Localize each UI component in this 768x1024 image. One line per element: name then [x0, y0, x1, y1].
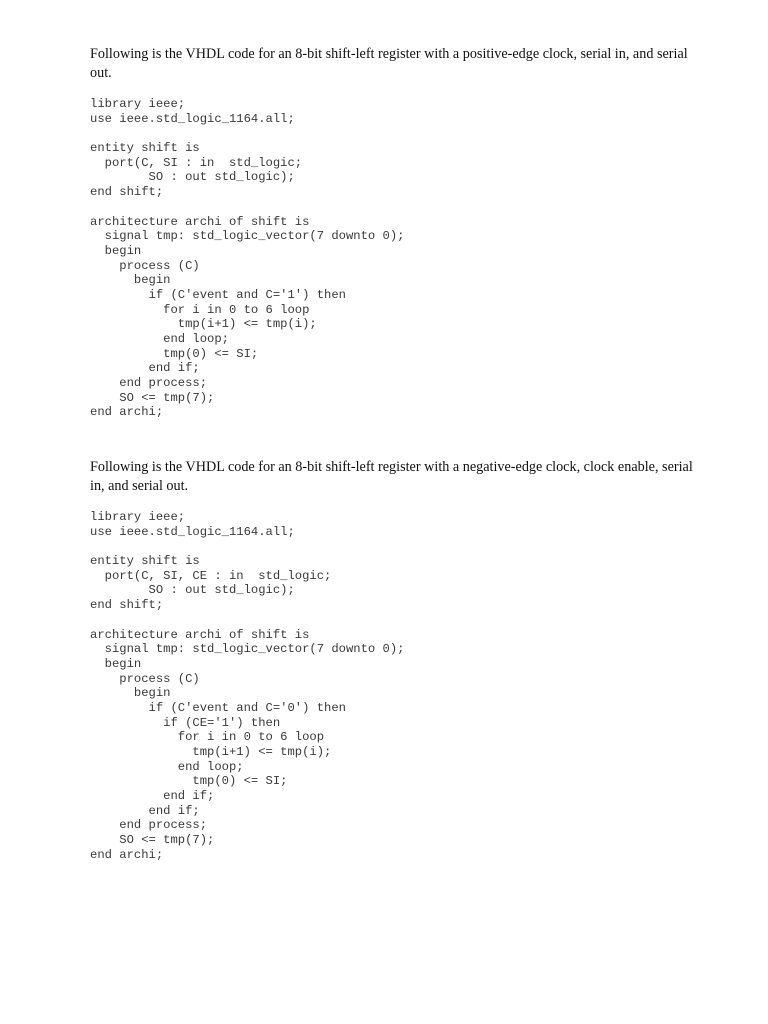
code-line: library ieee;: [90, 97, 186, 111]
code-line: SO <= tmp(7);: [90, 833, 215, 848]
code-line: process (C): [90, 258, 200, 273]
code-line: use ieee.std_logic_1164.all;: [90, 111, 295, 126]
code-line: end archi;: [90, 405, 164, 420]
code-line: end shift;: [90, 598, 164, 613]
code-line: end if;: [90, 789, 215, 804]
code-line: [90, 126, 710, 141]
code-line: architecture archi of shift is: [90, 627, 310, 642]
code-line: process (C): [90, 671, 200, 686]
code-line: begin: [90, 243, 142, 258]
code-line: end process;: [90, 376, 208, 391]
code-line: tmp(i+1) <= tmp(i);: [90, 317, 317, 332]
code-line: tmp(0) <= SI;: [90, 346, 259, 361]
vhdl-code-block: [90, 510, 710, 863]
vhdl-code-block: [90, 97, 710, 420]
code-line: signal tmp: std_logic_vector(7 downto 0);: [90, 229, 405, 244]
code-line: if (C'event and C='0') then: [90, 700, 346, 715]
code-line: end process;: [90, 818, 208, 833]
code-line: port(C, SI, CE : in std_logic;: [90, 568, 332, 583]
section-positive-edge: [90, 45, 710, 420]
code-line: end loop;: [90, 332, 229, 346]
code-line: [90, 613, 710, 628]
code-line: use ieee.std_logic_1164.all;: [90, 524, 295, 539]
code-line: entity shift is: [90, 141, 200, 156]
code-line: if (C'event and C='1') then: [90, 287, 346, 302]
code-line: port(C, SI : in std_logic;: [90, 155, 303, 170]
code-line: architecture archi of shift is: [90, 214, 310, 229]
code-line: [90, 200, 710, 215]
code-line: begin: [90, 273, 171, 288]
code-line: if (CE='1') then: [90, 715, 281, 730]
code-line: tmp(0) <= SI;: [90, 774, 288, 789]
code-line: [90, 539, 710, 554]
code-line: end if;: [90, 361, 200, 376]
code-line: library ieee;: [90, 510, 186, 524]
code-line: signal tmp: std_logic_vector(7 downto 0);: [90, 642, 405, 657]
code-line: end archi;: [90, 847, 164, 862]
section-negative-edge-clock-enable: [90, 458, 710, 863]
code-line: for i in 0 to 6 loop: [90, 302, 310, 317]
section-intro-text: Following is the VHDL code for an 8-bit shift-left register with a negative-edge clock, clock enable, serial in, and serial out.: [90, 459, 693, 494]
code-line: tmp(i+1) <= tmp(i);: [90, 745, 332, 759]
code-line: entity shift is: [90, 554, 200, 569]
code-line: end shift;: [90, 185, 164, 200]
section-intro-text: Following is the VHDL code for an 8-bit shift-left register with a positive-edge clock, serial in, and serial out.: [90, 46, 688, 81]
code-line: begin: [90, 656, 142, 671]
code-line: SO <= tmp(7);: [90, 390, 215, 405]
code-line: end loop;: [90, 759, 244, 774]
code-line: end if;: [90, 803, 200, 818]
code-line: begin: [90, 686, 171, 701]
code-line: for i in 0 to 6 loop: [90, 730, 325, 745]
code-line: SO : out std_logic);: [90, 583, 295, 598]
code-line: SO : out std_logic);: [90, 170, 295, 185]
